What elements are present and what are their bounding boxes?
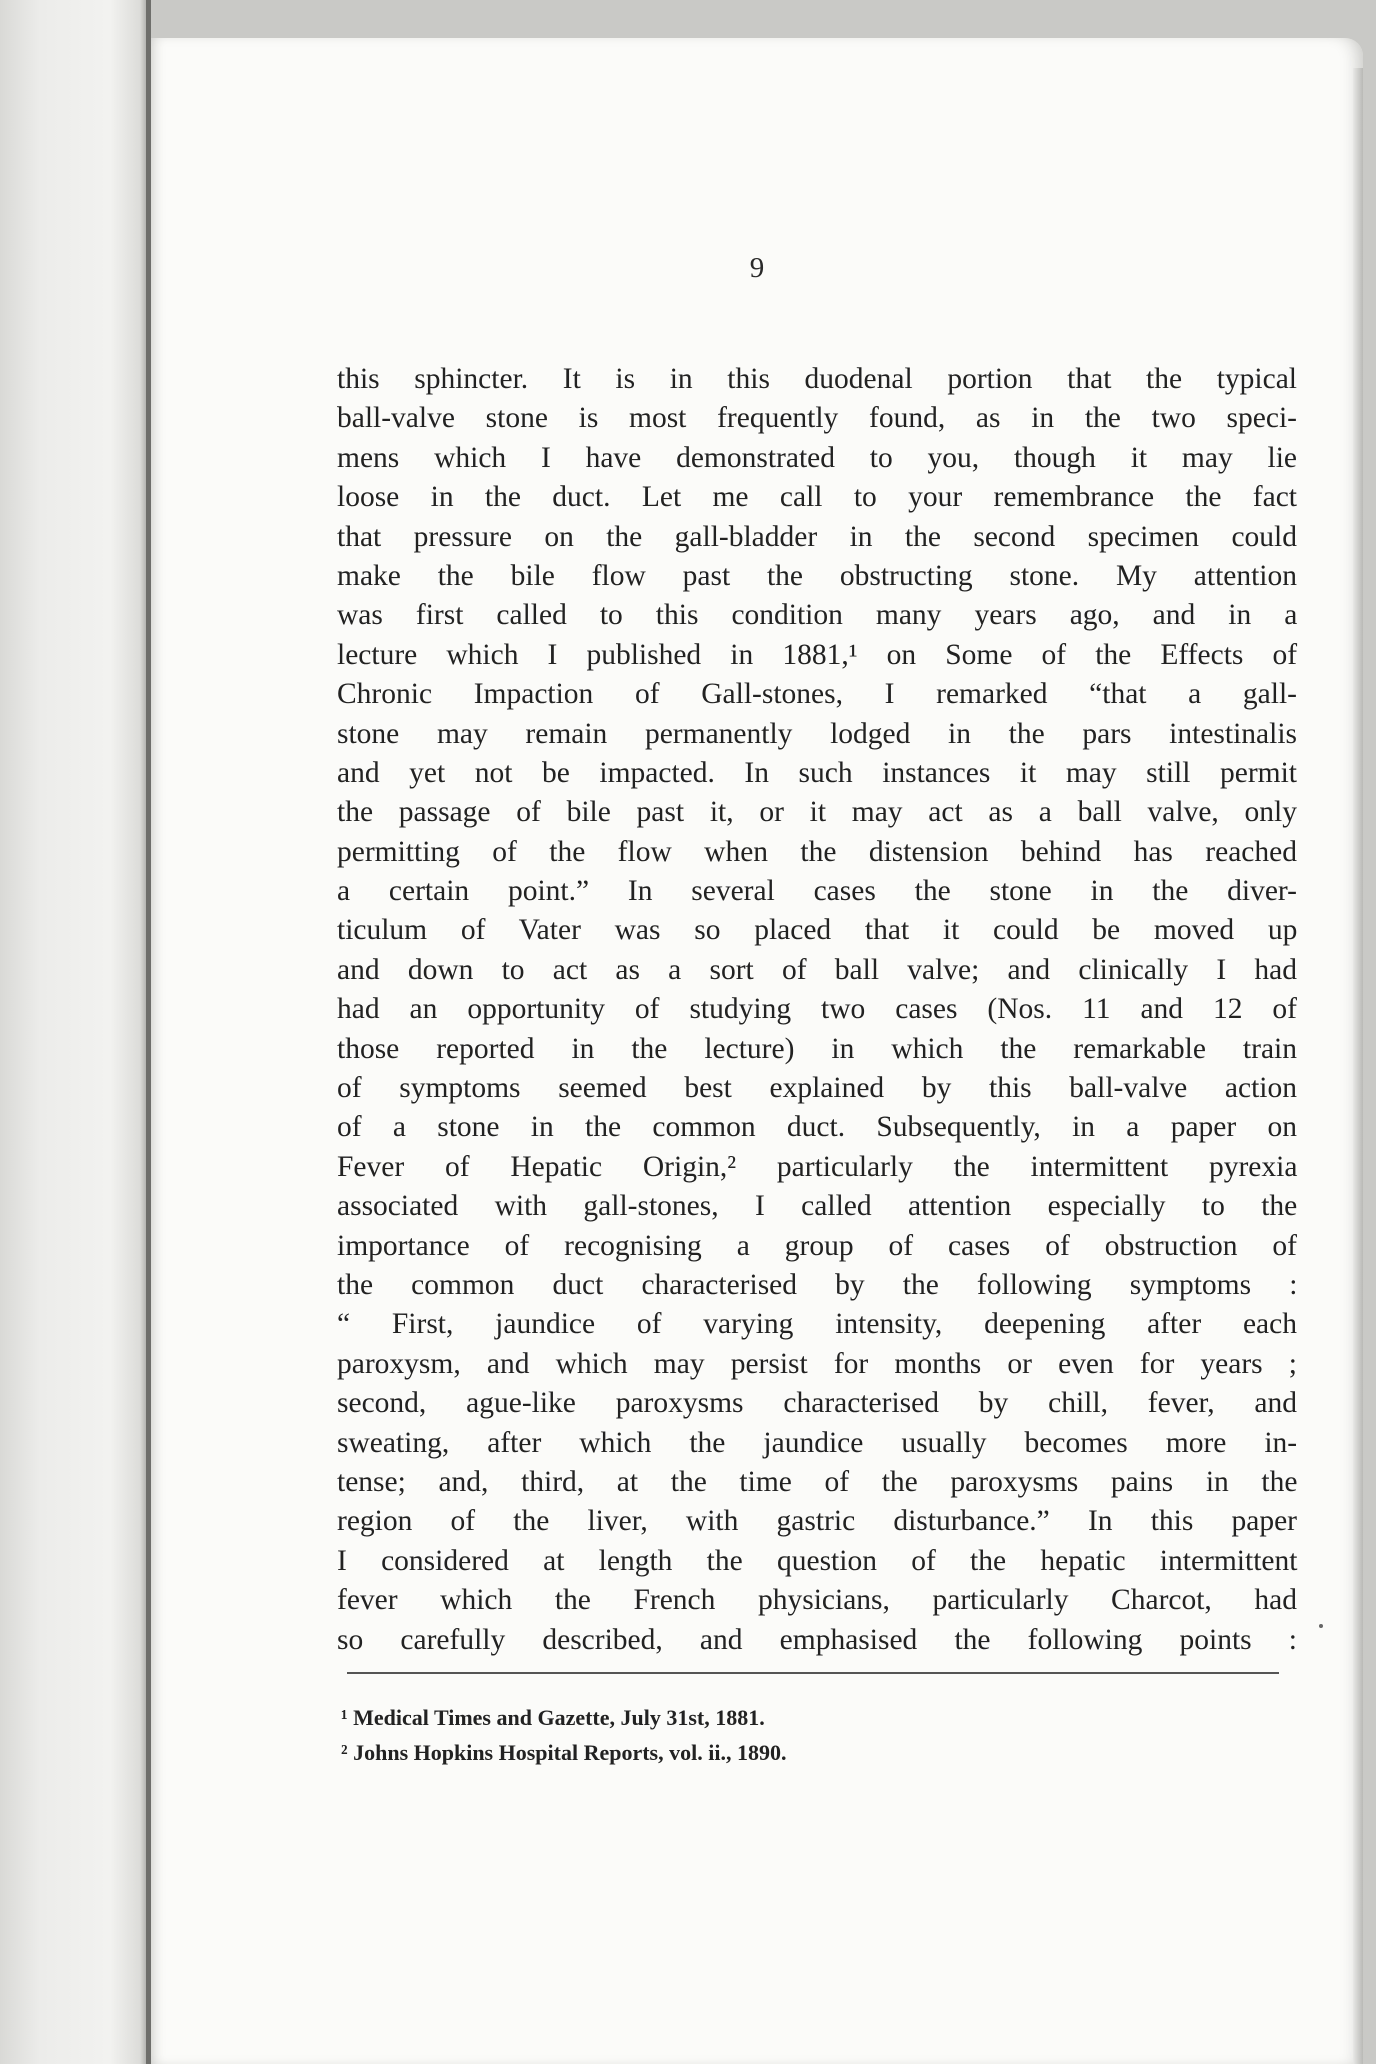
left-page-edge bbox=[0, 0, 150, 2064]
text-line: so carefully described, and emphasised the following points : bbox=[337, 1623, 1297, 1656]
text-line: and yet not be impacted. In such instances it may still permit bbox=[337, 756, 1297, 789]
text-line: of symptoms seemed best explained by this ball-valve action bbox=[337, 1072, 1297, 1105]
text-line: second, ague-like paroxysms characterised by chill, fever, and bbox=[337, 1387, 1297, 1420]
page-fore-edge bbox=[1353, 68, 1363, 2064]
text-line: loose in the duct. Let me call to your remembrance the fact bbox=[337, 481, 1297, 514]
body-paragraph bbox=[337, 360, 1297, 1660]
text-line: a certain point.” In several cases the stone in the diver- bbox=[337, 875, 1297, 908]
text-line: and down to act as a sort of ball valve; and clinically I had bbox=[337, 953, 1297, 986]
text-line: importance of recognising a group of cases of obstruction of bbox=[337, 1229, 1297, 1262]
footnotes bbox=[341, 1700, 1241, 1770]
text-line: the passage of bile past it, or it may act as a ball valve, only bbox=[337, 796, 1297, 829]
text-line: permitting of the flow when the distension behind has reached bbox=[337, 835, 1297, 868]
text-line: that pressure on the gall-bladder in the second specimen could bbox=[337, 520, 1297, 553]
text-line: paroxysm, and which may persist for months or even for years ; bbox=[337, 1347, 1297, 1380]
book-page bbox=[151, 38, 1363, 2064]
text-line: stone may remain permanently lodged in the pars intestinalis bbox=[337, 717, 1297, 750]
text-line: associated with gall-stones, I called attention especially to the bbox=[337, 1190, 1298, 1223]
footnote-1: ¹ Medical Times and Gazette, July 31st, 1881. bbox=[341, 1705, 765, 1730]
text-line: the common duct characterised by the following symptoms : bbox=[337, 1268, 1298, 1301]
ink-speck bbox=[1319, 1624, 1323, 1628]
text-line: was first called to this condition many years ago, and in a bbox=[337, 599, 1298, 632]
page-number: 9 bbox=[749, 252, 765, 284]
text-line: fever which the French physicians, particularly Charcot, had bbox=[337, 1584, 1297, 1617]
text-line: Chronic Impaction of Gall-stones, I remarked “that a gall- bbox=[337, 678, 1297, 711]
text-line: tense; and, third, at the time of the paroxysms pains in the bbox=[337, 1465, 1298, 1498]
text-line: those reported in the lecture) in which the remarkable train bbox=[337, 1032, 1297, 1065]
text-line: ball-valve stone is most frequently found, as in the two speci- bbox=[337, 402, 1297, 435]
text-line: region of the liver, with gastric disturbance.” In this paper bbox=[337, 1505, 1297, 1538]
text-line: I considered at length the question of the hepatic intermittent bbox=[337, 1544, 1298, 1577]
text-line: this sphincter. It is in this duodenal portion that the typical bbox=[337, 363, 1297, 395]
text-line: make the bile flow past the obstructing stone. My attention bbox=[337, 559, 1297, 592]
text-line: of a stone in the common duct. Subsequently, in a paper on bbox=[337, 1111, 1297, 1144]
text-line: sweating, after which the jaundice usually becomes more in- bbox=[337, 1426, 1298, 1459]
footnote-2: ² Johns Hopkins Hospital Reports, vol. ii., 1890. bbox=[341, 1740, 787, 1765]
text-line: ticulum of Vater was so placed that it could be moved up bbox=[337, 914, 1298, 947]
text-line: Fever of Hepatic Origin,² particularly the intermittent pyrexia bbox=[337, 1150, 1298, 1183]
text-line: mens which I have demonstrated to you, though it may lie bbox=[337, 441, 1297, 474]
text-line: “ First, jaundice of varying intensity, deepening after each bbox=[337, 1308, 1297, 1341]
footnote-divider bbox=[347, 1672, 1279, 1674]
text-line: had an opportunity of studying two cases (Nos. 11 and 12 of bbox=[337, 993, 1297, 1026]
text-line: lecture which I published in 1881,¹ on Some of the Effects of bbox=[337, 638, 1298, 671]
